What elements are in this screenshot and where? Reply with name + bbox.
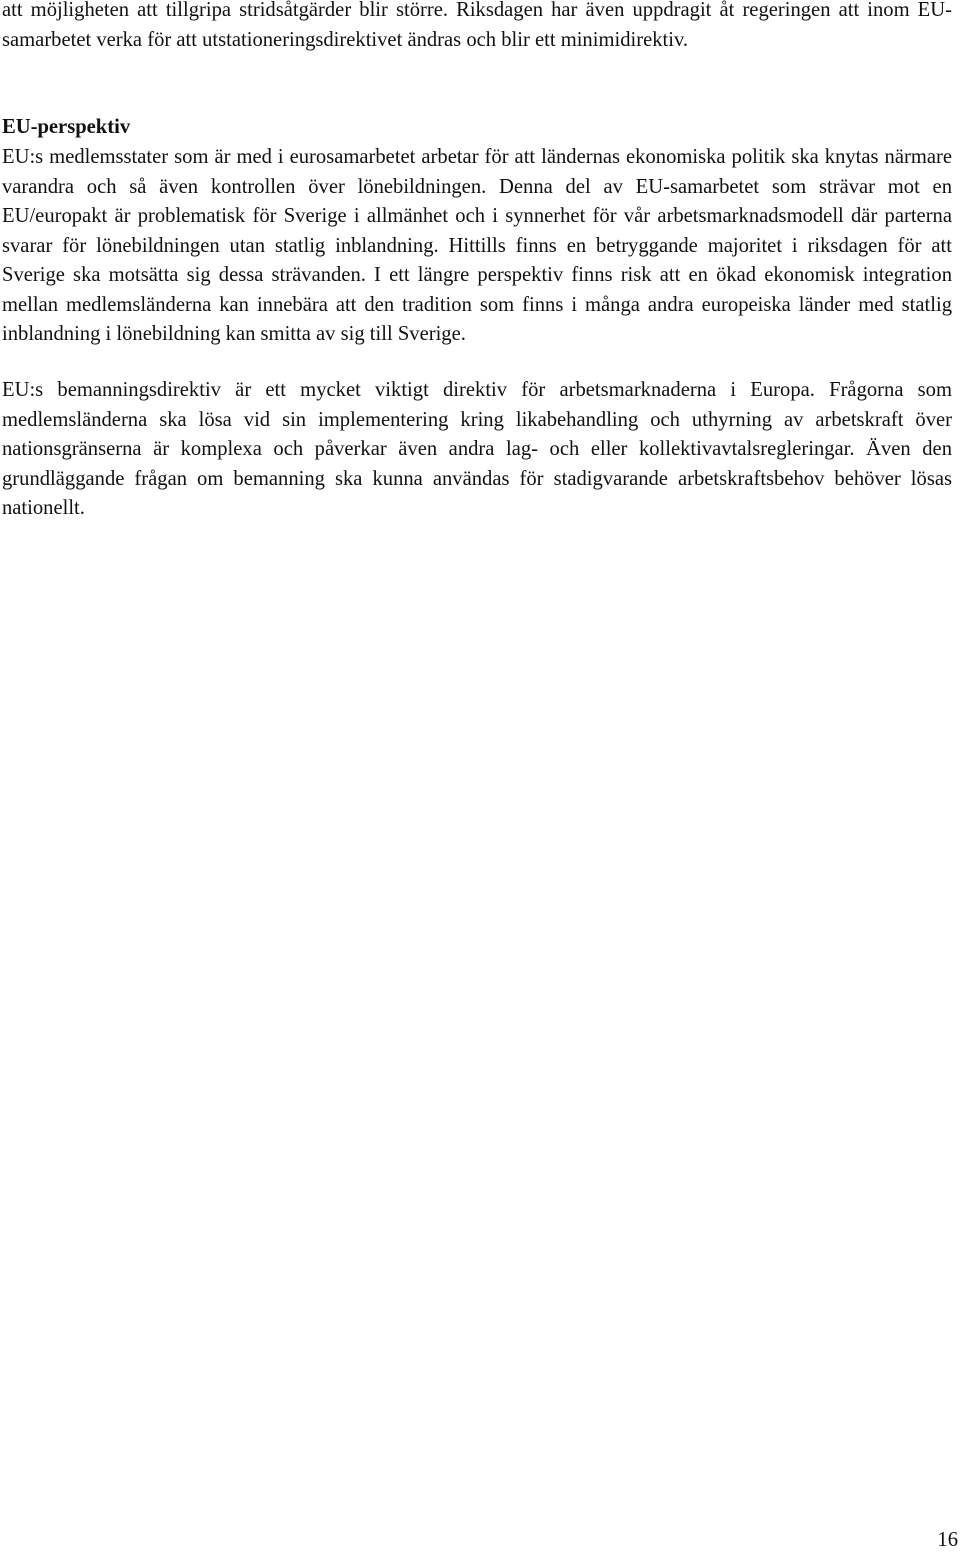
body-paragraph: EU:s bemanningsdirektiv är ett mycket viktigt direktiv för arbetsmarknaderna i Europa. Frågorna som medlemsländerna ska lösa vid sin implementering kring likabehandling och uthyrning av arbetskraft över nationsgränserna är komplexa och påverkar även andra lag- och eller kollektivavtalsregleringar. Även den grundläggande frågan om bemanning ska kunna användas för stadigvarande arbetskraftsbehov behöver lösas nationellt.: [2, 379, 952, 519]
page-number: 16: [937, 1529, 958, 1551]
section-heading: EU-perspektiv: [2, 116, 131, 138]
body-paragraph: EU:s medlemsstater som är med i eurosamarbetet arbetar för att ländernas ekonomiska politik ska knytas närmare varandra och så även kontrollen över lönebildningen. Denna del av EU-samarbetet som strävar mot en EU/europakt är problematisk för Sverige i allmänhet och i synnerhet för vår arbetsmarknadsmodell där parterna svarar för lönebildningen utan statlig inblandning. Hittills finns en betryggande majoritet i riksdagen för att Sverige ska motsätta sig dessa strävanden. I ett längre perspektiv finns risk att en ökad ekonomisk integration mellan medlemsländerna kan innebära att den tradition som finns i många andra europeiska länder med statlig inblandning i lönebildning kan smitta av sig till Sverige.: [2, 146, 952, 345]
body-paragraph: att möjligheten att tillgripa stridsåtgärder blir större. Riksdagen har även uppdragit åt regeringen att inom EU-samarbetet verka för att utstationeringsdirektivet ändras och blir ett minimidirektiv.: [2, 0, 952, 51]
